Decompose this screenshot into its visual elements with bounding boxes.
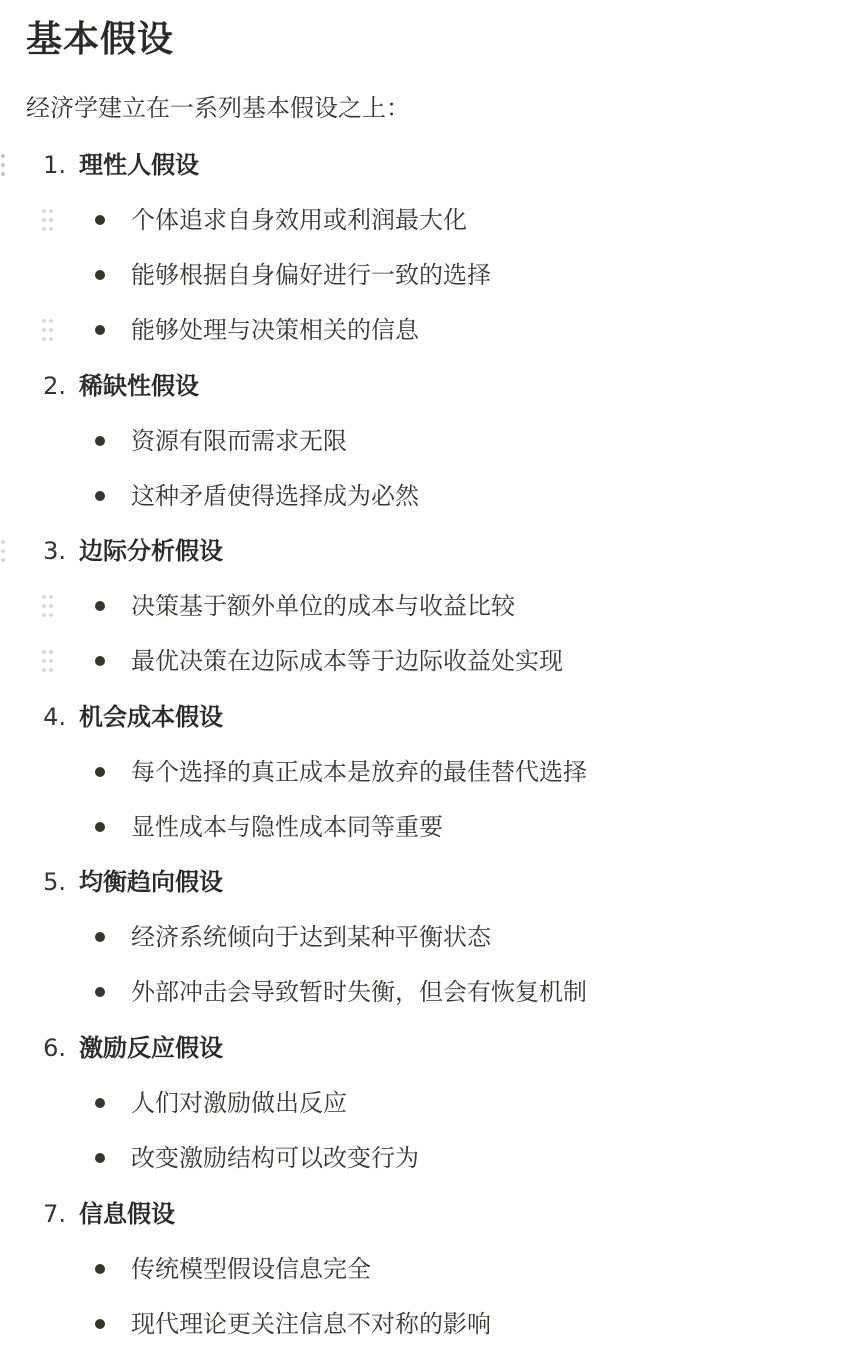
drag-handle-icon[interactable] — [42, 650, 54, 672]
list-item-6[interactable] — [0, 1021, 844, 1076]
sub-list-item[interactable] — [0, 910, 844, 965]
list-number: 6. — [43, 1034, 66, 1062]
bullet-icon — [95, 932, 105, 942]
sub-list-item[interactable] — [0, 469, 844, 524]
drag-handle-icon[interactable] — [0, 540, 6, 562]
bullet-icon — [95, 767, 105, 777]
list-item-title: 稀缺性假设 — [79, 372, 199, 400]
sub-list-text: 人们对激励做出反应 — [131, 1089, 347, 1117]
sub-list-text: 经济系统倾向于达到某种平衡状态 — [131, 923, 491, 951]
bullet-icon — [95, 601, 105, 611]
sub-list-item[interactable] — [0, 1076, 844, 1131]
list-item-title: 激励反应假设 — [79, 1034, 223, 1062]
sub-list-item[interactable] — [0, 579, 844, 634]
bullet-icon — [95, 656, 105, 666]
sub-list-item[interactable] — [0, 745, 844, 800]
intro-paragraph: 经济学建立在一系列基本假设之上： — [26, 94, 410, 122]
list-item-title: 均衡趋向假设 — [79, 868, 223, 896]
list-number: 7. — [43, 1200, 66, 1228]
sub-list-text: 最优决策在边际成本等于边际收益处实现 — [131, 647, 563, 675]
sub-list-item[interactable] — [0, 303, 844, 358]
sub-list-item[interactable] — [0, 1242, 844, 1297]
list-item-title: 边际分析假设 — [79, 537, 223, 565]
bullet-icon — [95, 1264, 105, 1274]
list-item-5[interactable] — [0, 855, 844, 910]
sub-list-text: 传统模型假设信息完全 — [131, 1255, 371, 1283]
list-item-title: 理性人假设 — [79, 151, 199, 179]
sub-list-item[interactable] — [0, 248, 844, 303]
bullet-icon — [95, 1319, 105, 1329]
sub-list-text: 显性成本与隐性成本同等重要 — [131, 813, 443, 841]
list-number: 2. — [43, 372, 66, 400]
bullet-icon — [95, 1098, 105, 1108]
sub-list-item[interactable] — [0, 193, 844, 248]
list-item-title: 机会成本假设 — [79, 703, 223, 731]
sub-list-text: 能够处理与决策相关的信息 — [131, 316, 419, 344]
bullet-icon — [95, 491, 105, 501]
list-item-7[interactable] — [0, 1187, 844, 1242]
sub-list-text: 决策基于额外单位的成本与收益比较 — [131, 592, 515, 620]
sub-list-text: 能够根据自身偏好进行一致的选择 — [131, 261, 491, 289]
sub-list-text: 外部冲击会导致暂时失衡，但会有恢复机制 — [131, 978, 587, 1006]
bullet-icon — [95, 987, 105, 997]
list-number: 1. — [43, 151, 66, 179]
list-item-1[interactable] — [0, 138, 844, 193]
sub-list-text: 现代理论更关注信息不对称的影响 — [131, 1310, 491, 1338]
sub-list-item[interactable] — [0, 965, 844, 1020]
bullet-icon — [95, 822, 105, 832]
drag-handle-icon[interactable] — [0, 154, 6, 176]
sub-list-item[interactable] — [0, 634, 844, 689]
sub-list-item[interactable] — [0, 800, 844, 855]
list-item-4[interactable] — [0, 690, 844, 745]
sub-list-item[interactable] — [0, 1131, 844, 1186]
sub-list-text: 资源有限而需求无限 — [131, 427, 347, 455]
bullet-icon — [95, 1153, 105, 1163]
list-number: 3. — [43, 537, 66, 565]
sub-list-text: 每个选择的真正成本是放弃的最佳替代选择 — [131, 758, 587, 786]
list-item-3[interactable] — [0, 524, 844, 579]
bullet-icon — [95, 436, 105, 446]
drag-handle-icon[interactable] — [42, 319, 54, 341]
bullet-icon — [95, 270, 105, 280]
drag-handle-icon[interactable] — [42, 209, 54, 231]
bullet-icon — [95, 325, 105, 335]
list-item-title: 信息假设 — [79, 1200, 175, 1228]
sub-list-text: 改变激励结构可以改变行为 — [131, 1144, 419, 1172]
bullet-icon — [95, 215, 105, 225]
sub-list-item[interactable] — [0, 414, 844, 469]
list-number: 4. — [43, 703, 66, 731]
page-title: 基本假设 — [26, 19, 175, 60]
list-number: 5. — [43, 868, 66, 896]
sub-list-text: 这种矛盾使得选择成为必然 — [131, 482, 419, 510]
drag-handle-icon[interactable] — [42, 595, 54, 617]
sub-list-text: 个体追求自身效用或利润最大化 — [131, 206, 467, 234]
sub-list-item[interactable] — [0, 1297, 844, 1352]
list-item-2[interactable] — [0, 359, 844, 414]
